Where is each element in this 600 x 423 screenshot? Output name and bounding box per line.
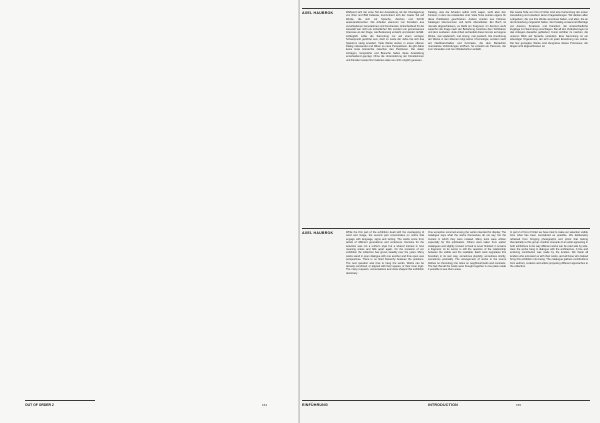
- top-section-rule: [302, 8, 590, 9]
- left-page: [0, 0, 299, 423]
- left-bottom-rule: [25, 400, 95, 401]
- left-page-number: 154: [262, 403, 268, 407]
- section-heading-author: AXEL HAUBROK: [302, 11, 334, 15]
- english-column-1: While the first part of the exhibition dealt with the overlapping of word and image, the second part concentrates on works that engage with language, signs and writing. The works come from artists of different generations and continents. Decisive for the selection was not a uniform style but a shared interest in how meaning arises and falls apart again. On the occasion of our exhibition the collection has grown steadily over the years. Many works stand in open dialogue with one another and thus open new perspectives. There is no fixed hierarchy between the positions. The next question was how to hang the works. Works can be densely combined, or aligned with their spaces, or their inner logic. The many requests, conversations and visits shaped this exhibition decisively.: [346, 231, 424, 275]
- german-column-1: Während sich der erste Teil der Ausstellung mit der Überlagerung von Wort und Bild befasste, konzentriert sich der zweite Teil auf Werke, die sich mit Sprache, Zeichen und Schrift auseinandersetzen. Die Arbeiten stammen von Künstlern aus verschiedenen Generationen und Kontinenten. Entscheidend für die Auswahl war nicht ein einheitlicher Stil, sondern ein gemeinsames Interesse an der Frage, wie Bedeutung entsteht und wieder zerfällt. Anfänglich sollte die Sammlung nur auf einen einzigen Schwerpunkt gerichtet sein, doch im Laufe der Jahre hat sich das Spektrum stetig erweitert. Viele Werke stehen in einem offenen Dialog miteinander und öffnen so neue Perspektiven. Es gibt dabei keine feste Hierarchie zwischen den Positionen. Die vielen Anfragen, Gespräche und Besuche haben diese Ausstellung entscheidend geprägt. Ohne die Unterstützung der Künstlerinnen und Künstler sowie ihrer Galerien wäre sie nicht möglich gewesen.: [346, 11, 424, 62]
- german-column-2: Katalog, was die Arbeiten selbst nicht sagen, wohl aber den Kontext, in dem sie entstanden sind. Viele Texte wurden eigens für diese Publikation geschrieben. Andere wurden aus früheren Katalogen übernommen und leicht überarbeitet. Ein Buch ist niemals abgeschlossen, es bleibt ein Fragment. Im Zentrum steht weiterhin die Frage nach der Beziehung zwischen dem Sichtbaren und dem Lesbaren. Jede Arbeit verhandelt diese Grenze auf eigene Weise, mal spielerisch, mal streng, mal poetisch. Die Anordnung der Werke in den Räumen folgt keiner Chronologie, sondern setzt auf Nachbarschaften und Kontraste, die dem Betrachter unerwartete Verbindungen eröffnen. So entsteht ein Parcours, der zum Verweilen und zum Wiederkehren einlädt.: [428, 11, 506, 52]
- english-column-2: One exception occurred among the works intended for display. The catalogue says what the works themselves do not say, but the context in which they were created. Many texts were written especially for this publication. Others were taken from earlier catalogues and slightly revised. A book is never finished; it remains a fragment. At its centre is still the question of the relationship between the visible and the readable. Each work negotiates this boundary in its own way, sometimes playfully, sometimes strictly, sometimes poetically. The arrangement of works in the rooms follows no chronology but relies on neighbourhoods and contrasts. The fact that all the works were brought together in one place made it possible to see them anew.: [428, 231, 506, 272]
- right-page: [300, 0, 600, 423]
- right-page-number: 155: [516, 403, 522, 407]
- introduction-label: INTRODUCTION: [428, 403, 458, 407]
- english-column-3: In part 2 of Out of Order we have tried to make our selection visible from what has been considered as possible. We deliberately refrained from bringing photographs and prints that belong thematically to this group. Another example of an artist appearing in both exhibitions is the way different works can be read side by side. Here the works hang in dialogue with the architecture. A fine and enduring contribution was made by the lenders. We thank all lenders who entrusted us with their works, and all those who helped bring this exhibition into being. The catalogue gathers contributions from authors, curators and artists proposing different approaches to the collection.: [510, 231, 588, 269]
- right-folio-label: EINFÜHRUNG: [302, 403, 328, 407]
- section-heading-author-repeat: AXEL HAUBROK: [302, 231, 334, 235]
- middle-section-rule: [302, 228, 590, 229]
- german-column-3: Die zweite Teile von Out of Order sind eine Fortsetzung der ersten Ausstellung und erweitern deren Fragestellungen. Wir danken allen Leihgebern, die uns ihre Werke anvertraut haben, und allen, die an der Entstehung mitgewirkt haben. Der Katalog versammelt Beiträge von Autoren, Kuratoren und Künstlern, die unterschiedliche Zugänge zur Sammlung vorschlagen. Bei all den Veränderungen ist das Anliegen dasselbe geblieben: Kunst sichtbar zu machen, die unseren Blick auf Sprache verändert. Eine Sammlung ist ein lebendiger Organismus, der sich mit jeder Erwerbung neu ordnet. Die hier gezeigten Werke sind Zeugnisse dieses Prozesses, der längst nicht abgeschlossen ist.: [510, 11, 588, 49]
- right-bottom-rule: [302, 400, 590, 401]
- left-folio-label: OUT OF ORDER 2: [25, 403, 54, 407]
